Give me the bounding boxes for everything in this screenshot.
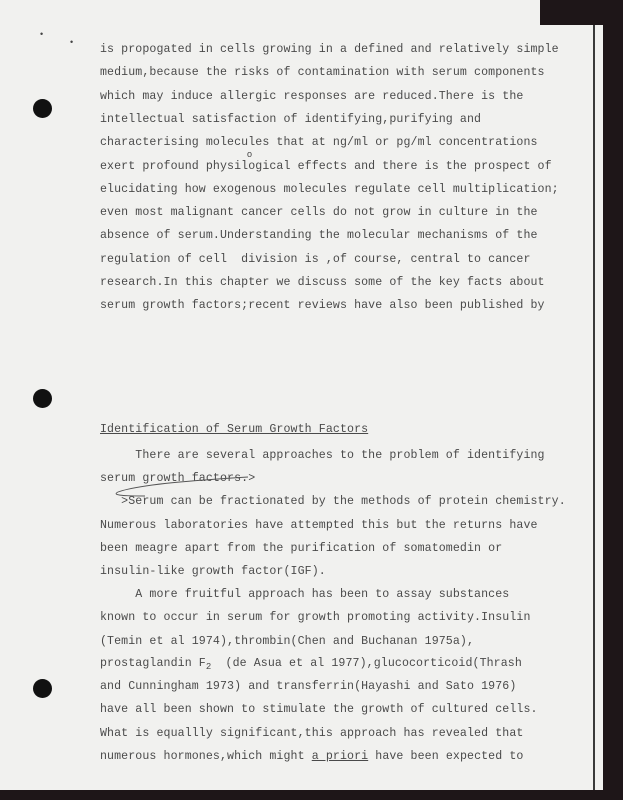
text-line: A more fruitful approach has been to assay substances (100, 588, 510, 602)
text-line: medium,because the risks of contamination with serum components (100, 66, 545, 80)
text-line: serum growth factors;recent reviews have also been published by (100, 299, 545, 313)
prostaglandin-line (100, 657, 522, 671)
text-line: known to occur in serum for growth promoting activity.Insulin (100, 611, 531, 625)
text-line: even most malignant cancer cells do not grow in culture in the (100, 206, 538, 220)
underlined-text: a priori (311, 750, 369, 763)
text-line: (Temin et al 1974),thrombin(Chen and Buchanan 1975a), (100, 634, 475, 648)
section-heading: Identification of Serum Growth Factors (100, 423, 369, 436)
text: prostaglandin F (100, 657, 206, 670)
text-line: characterising molecules that at ng/ml or pg/ml concentrations (100, 136, 538, 150)
page-edge (593, 25, 595, 790)
handwritten-arrow (100, 474, 260, 504)
text: (de Asua et al 1977),glucocorticoid(Thrash (211, 657, 522, 670)
text-line: elucidating how exogenous molecules regulate cell multiplication; (100, 182, 559, 196)
text-line: exert profound physilogical effects and there is the prospect of (100, 159, 552, 173)
text-line: What is equallly significant,this approach has revealed that (100, 726, 524, 740)
text-line: research.In this chapter we discuss some of the key facts about (100, 276, 545, 289)
punch-hole (33, 679, 52, 698)
text-line: have all been shown to stimulate the growth of cultured cells. (100, 703, 538, 717)
text-line: which may induce allergic responses are reduced.There is the (100, 89, 524, 103)
text-line: and Cunningham 1973) and transferrin(Hayashi and Sato 1976) (100, 680, 517, 693)
text: numerous hormones,which might (100, 750, 312, 763)
last-line (100, 750, 523, 764)
text-line: regulation of cell division is ,of course, central to cancer (100, 252, 531, 266)
text-line: absence of serum.Understanding the molecular mechanisms of the (100, 229, 538, 243)
text-line: serum growth factors.> (100, 472, 256, 486)
stray-mark: • (70, 37, 74, 47)
subscript: 2 (205, 662, 212, 672)
text-line: There are several approaches to the problem of identifying (100, 449, 545, 462)
punch-hole (33, 389, 52, 408)
text: have been expected to (368, 750, 524, 763)
text-line: insulin-like growth factor(IGF). (100, 565, 326, 578)
scan-background (540, 0, 623, 25)
text-line: intellectual satisfaction of identifying,purifying and (100, 112, 482, 126)
text-line: is propogated in cells growing in a defined and relatively simple (100, 43, 559, 56)
text-line: been meagre apart from the purification of somatomedin or (100, 541, 503, 555)
text-line: >Serum can be fractionated by the methods of protein chemistry. (100, 495, 566, 509)
punch-hole (33, 99, 52, 118)
stray-mark: • (40, 29, 44, 39)
text-line: Numerous laboratories have attempted this but the returns have (100, 518, 538, 532)
insertion-caret: o (247, 149, 253, 159)
